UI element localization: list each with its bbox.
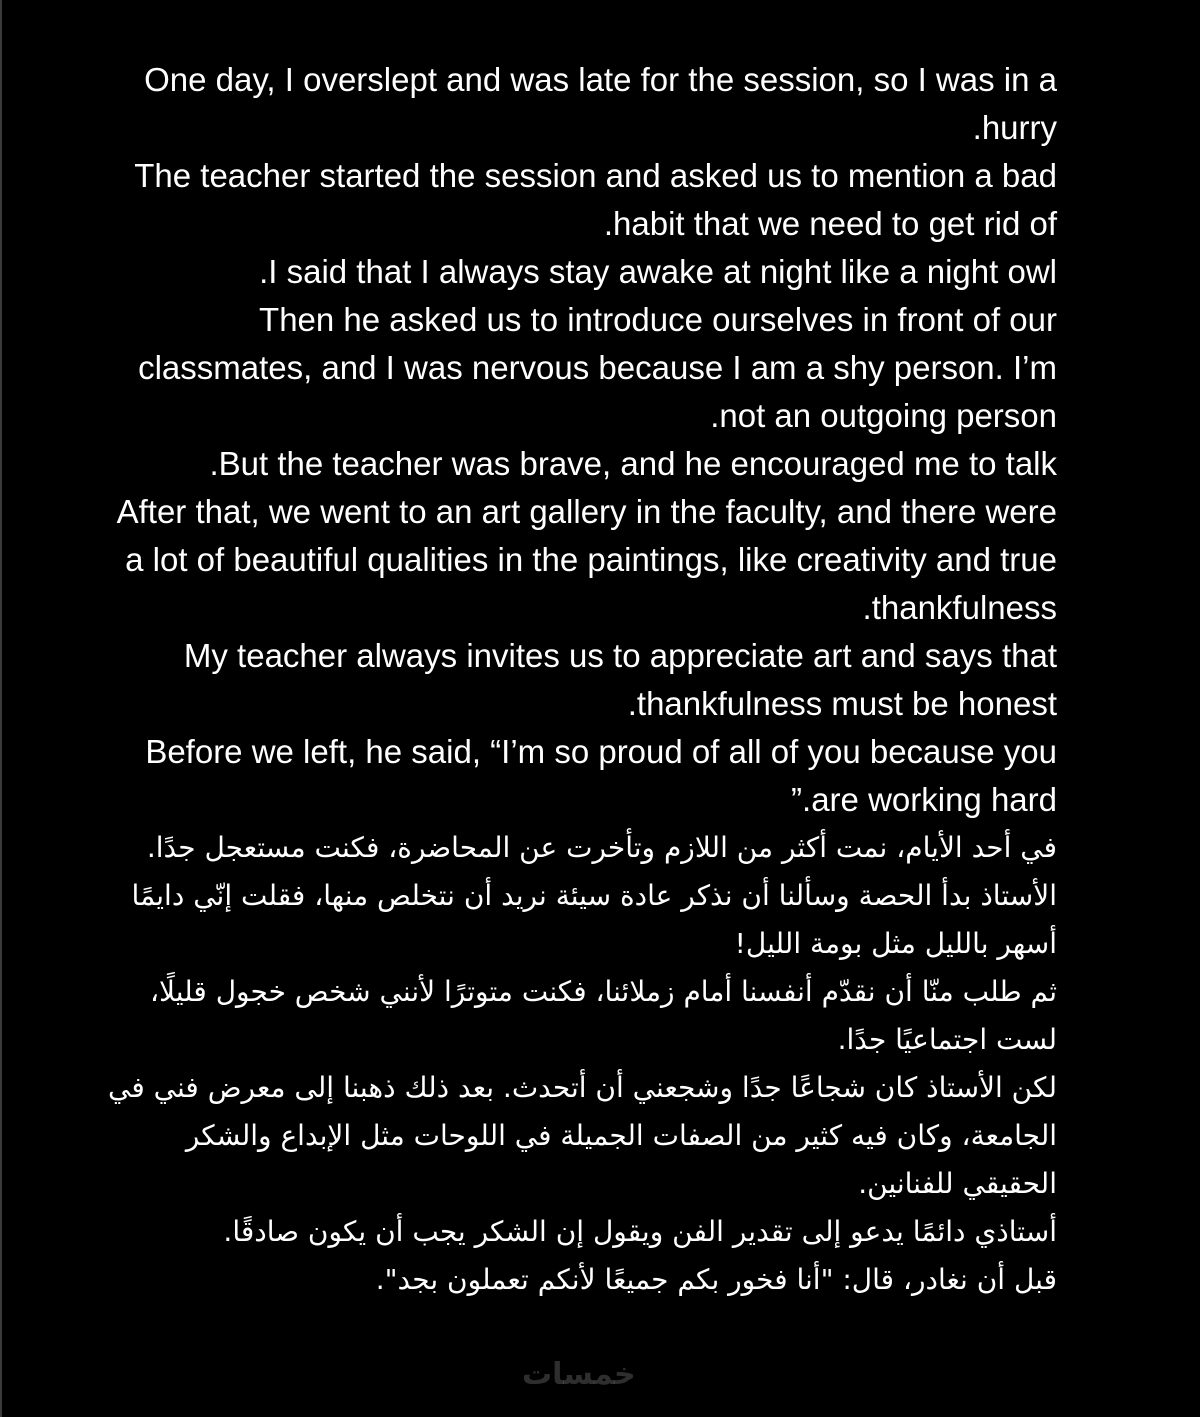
arabic-section: [102, 824, 1057, 1304]
english-paragraph: Before we left, he said, “I’m so proud of all of you because you are working hard.”: [145, 733, 1057, 818]
english-paragraph: My teacher always invites us to appreciate art and says that thankfulness must be honest.: [183, 637, 1057, 722]
text-block: [102, 56, 1057, 1304]
english-paragraph: The teacher started the session and asked us to mention a bad habit that we need to get rid of.: [134, 157, 1057, 242]
english-section: [102, 56, 1057, 824]
arabic-paragraph: ثم طلب منّا أن نقدّم أنفسنا أمام زملائنا، فكنت متوترًا لأنني شخص خجول قليلًا، لست اجتماعيًا جدًا.: [149, 975, 1057, 1056]
arabic-paragraph: الأستاذ بدأ الحصة وسألنا أن نذكر عادة سيئة نريد أن نتخلص منها، فقلت إنّي دايمًا أسهر بالليل مثل بومة الليل!: [131, 879, 1057, 960]
english-paragraph: Then he asked us to introduce ourselves in front of our classmates, and I was nervous because I am a shy person. I’m not an outgoing person.: [138, 301, 1057, 434]
english-paragraph: But the teacher was brave, and he encouraged me to talk.: [209, 445, 1057, 482]
watermark-logo: خمسات: [522, 1357, 636, 1392]
arabic-paragraph: قبل أن نغادر، قال: "أنا فخور بكم جميعًا لأنكم تعملون بجد".: [375, 1263, 1057, 1296]
arabic-paragraph: لكن الأستاذ كان شجاعًا جدًا وشجعني أن أتحدث. بعد ذلك ذهبنا إلى معرض فني في الجامعة، وكان فيه كثير من الصفات الجميلة في اللوحات مثل الإبداع والشكر الحقيقي للفنانين.: [108, 1071, 1057, 1200]
arabic-paragraph: في أحد الأيام، نمت أكثر من اللازم وتأخرت عن المحاضرة، فكنت مستعجل جدًا.: [146, 831, 1057, 864]
english-paragraph: I said that I always stay awake at night like a night owl.: [259, 253, 1057, 290]
english-paragraph: After that, we went to an art gallery in the faculty, and there were a lot of beautiful qualities in the paintings, like creativity and true thankfulness.: [116, 493, 1057, 626]
english-paragraph: One day, I overslept and was late for the session, so I was in a hurry.: [144, 61, 1057, 146]
arabic-paragraph: أستاذي دائمًا يدعو إلى تقدير الفن ويقول إن الشكر يجب أن يكون صادقًا.: [223, 1215, 1057, 1248]
